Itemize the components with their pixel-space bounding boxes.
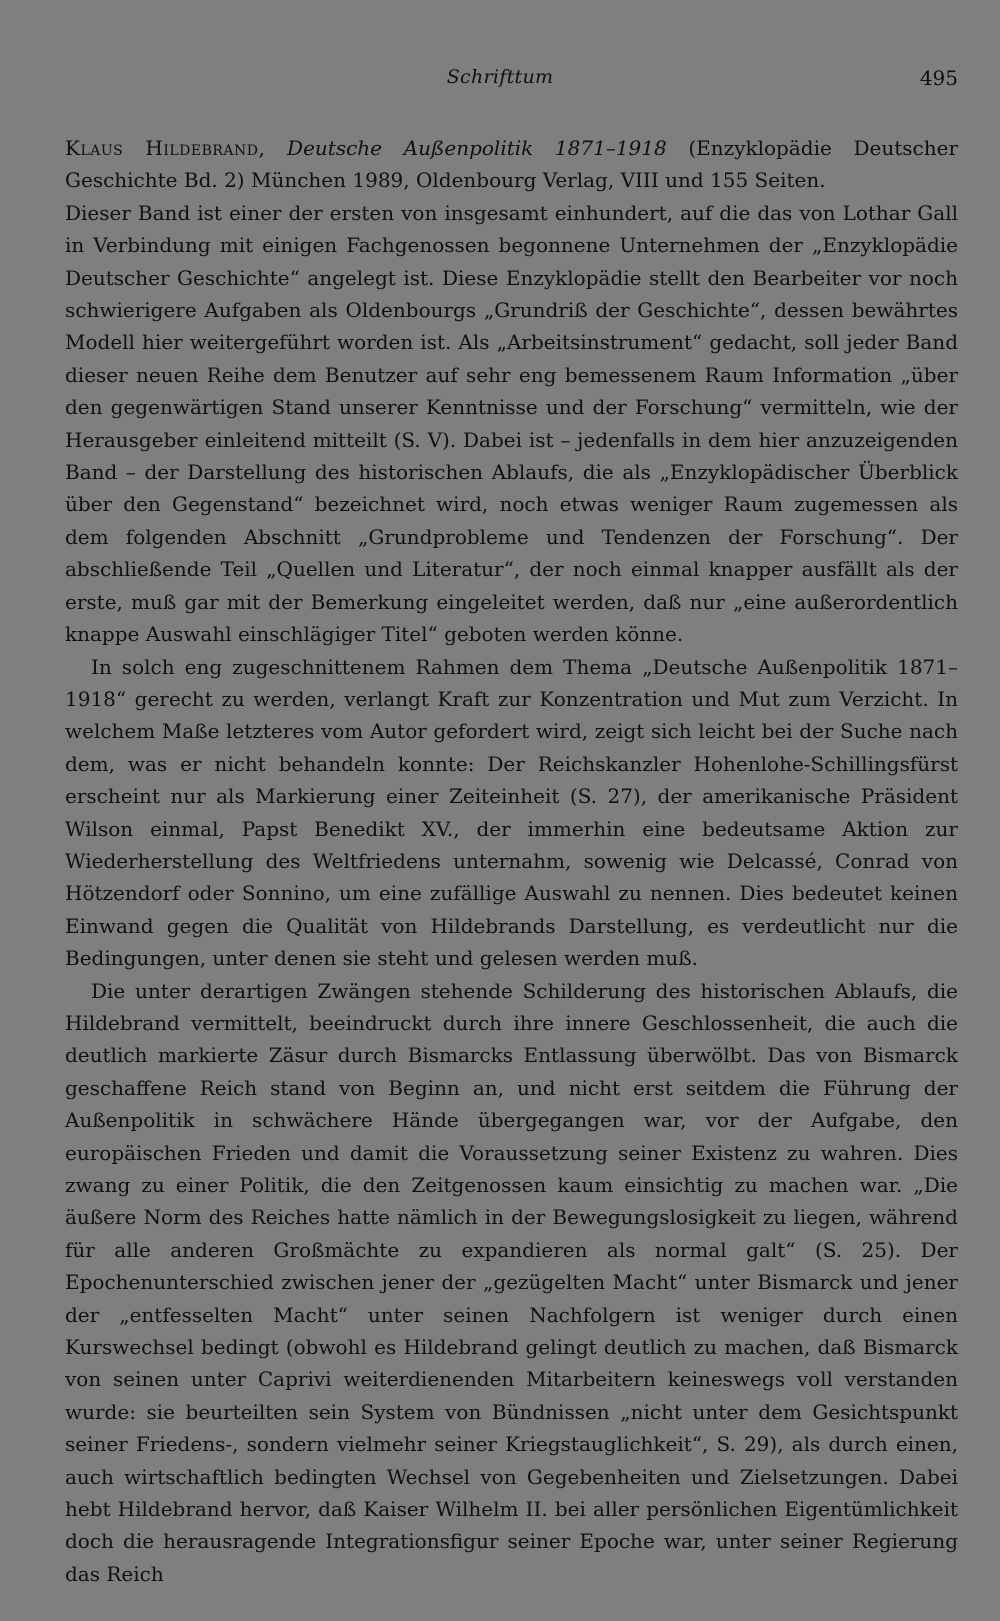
paragraph-2: In solch eng zugeschnittenem Rahmen dem Thema „Deutsche Außenpolitik 1871–1918“ gerecht zu werden, verlangt Kraft zur Konzentration und Mut zum Verzicht. In welchem Maße letzteres vom Autor gefordert wird, zeigt sich leicht bei der Suche nach dem, was er nicht behandeln konnte: Der Reichskanzler Hohenlohe-Schillingsfürst erscheint nur als Markierung einer Zeiteinheit (S. 27), der amerikanische Präsident Wilson einmal, Papst Benedikt XV., der immerhin eine bedeutsame Aktion zur Wiederherstellung des Weltfriedens unternahm, sowenig wie Delcassé, Conrad von Hötzendorf oder Sonnino, um eine zufällige Auswahl zu nennen. Dies bedeutet keinen Einwand gegen die Qualität von Hildebrands Darstellung, es verdeutlicht nur die Bedingungen, unter denen sie steht und gelesen werden muß. — [65, 654, 958, 971]
page-number: 495 — [919, 66, 958, 90]
running-title: Schrifttum — [446, 66, 554, 88]
paragraph-3: Die unter derartigen Zwängen stehende Schilderung des historischen Ablaufs, die Hildebrand vermittelt, beeindruckt durch ihre innere Geschlossenheit, die auch die deutlich markierte Zäsur durch Bismarcks Entlassung überwölbt. Das von Bismarck geschaffene Reich stand von Beginn an, und nicht erst seitdem die Führung der Außenpolitik in schwächere Hände übergegangen war, vor der Aufgabe, den europäischen Frieden und damit die Voraussetzung seiner Existenz zu wahren. Dies zwang zu einer Politik, die den Zeitgenossen kaum einsichtig zu machen war. „Die äußere Norm des Reiches hatte nämlich in der Bewegungslosigkeit zu liegen, während für alle anderen Großmächte zu expandieren als normal galt“ (S. 25). Der Epochenunterschied zwischen jener der „gezügelten Macht“ unter Bismarck und jener der „entfesselten Macht“ unter seinen Nachfolgern ist weniger durch einen Kurswechsel bedingt (obwohl es Hildebrand gelingt deutlich zu machen, daß Bismarck von seinen unter Caprivi weiterdienenden Mitarbeitern keineswegs voll verstanden wurde: sie beurteilten sein System von Bündnissen „nicht unter dem Gesichtspunkt seiner Friedens-, sondern vielmehr seiner Kriegstauglichkeit“, S. 29), als durch einen, auch wirtschaftlich bedingten Wechsel von Gegebenheiten und Zielsetzungen. Dabei hebt Hildebrand hervor, daß Kaiser Wilhelm II. bei aller persönlichen Eigentümlichkeit doch die herausragende Integrationsfigur seiner Epoche war, unter seiner Regierung das Reich — [65, 978, 958, 1586]
citation-title: Deutsche Außenpolitik 1871–1918 — [287, 136, 667, 160]
citation-details: (Enzyklopädie Deutscher Geschichte Bd. 2) München 1989, Oldenbourg Verlag, VIII und 155 Seiten. — [65, 136, 958, 193]
citation — [65, 132, 958, 197]
citation-author: Klaus Hildebrand, — [65, 136, 266, 160]
paragraph-1: Dieser Band ist einer der ersten von insgesamt einhundert, auf die das von Lothar Gall in Verbindung mit einigen Fachgenossen begonnene Unternehmen der „Enzyklopädie Deutscher Geschichte“ angelegt ist. Diese Enzyklopädie stellt den Bearbeiter vor noch schwierigere Aufgaben als Oldenbourgs „Grundriß der Geschichte“, dessen bewährtes Modell hier weitergeführt worden ist. Als „Arbeitsinstrument“ gedacht, soll jeder Band dieser neuen Reihe dem Benutzer auf sehr eng bemessenem Raum Information „über den gegenwärtigen Stand unserer Kenntnisse und der Forschung“ vermitteln, wie der Herausgeber einleitend mitteilt (S. V). Dabei ist – jedenfalls in dem hier anzuzeigenden Band – der Darstellung des historischen Ablaufs, die als „Enzyklopädischer Überblick über den Gegenstand“ bezeichnet wird, noch etwas weniger Raum zugemessen als dem folgenden Abschnitt „Grundprobleme und Tendenzen der Forschung“. Der abschließende Teil „Quellen und Literatur“, der noch einmal knapper ausfällt als der erste, muß gar mit der Bemerkung eingeleitet werden, daß nur „eine außerordentlich knappe Auswahl einschlägiger Titel“ geboten werden könne. — [65, 200, 958, 647]
review-article — [65, 132, 958, 1590]
